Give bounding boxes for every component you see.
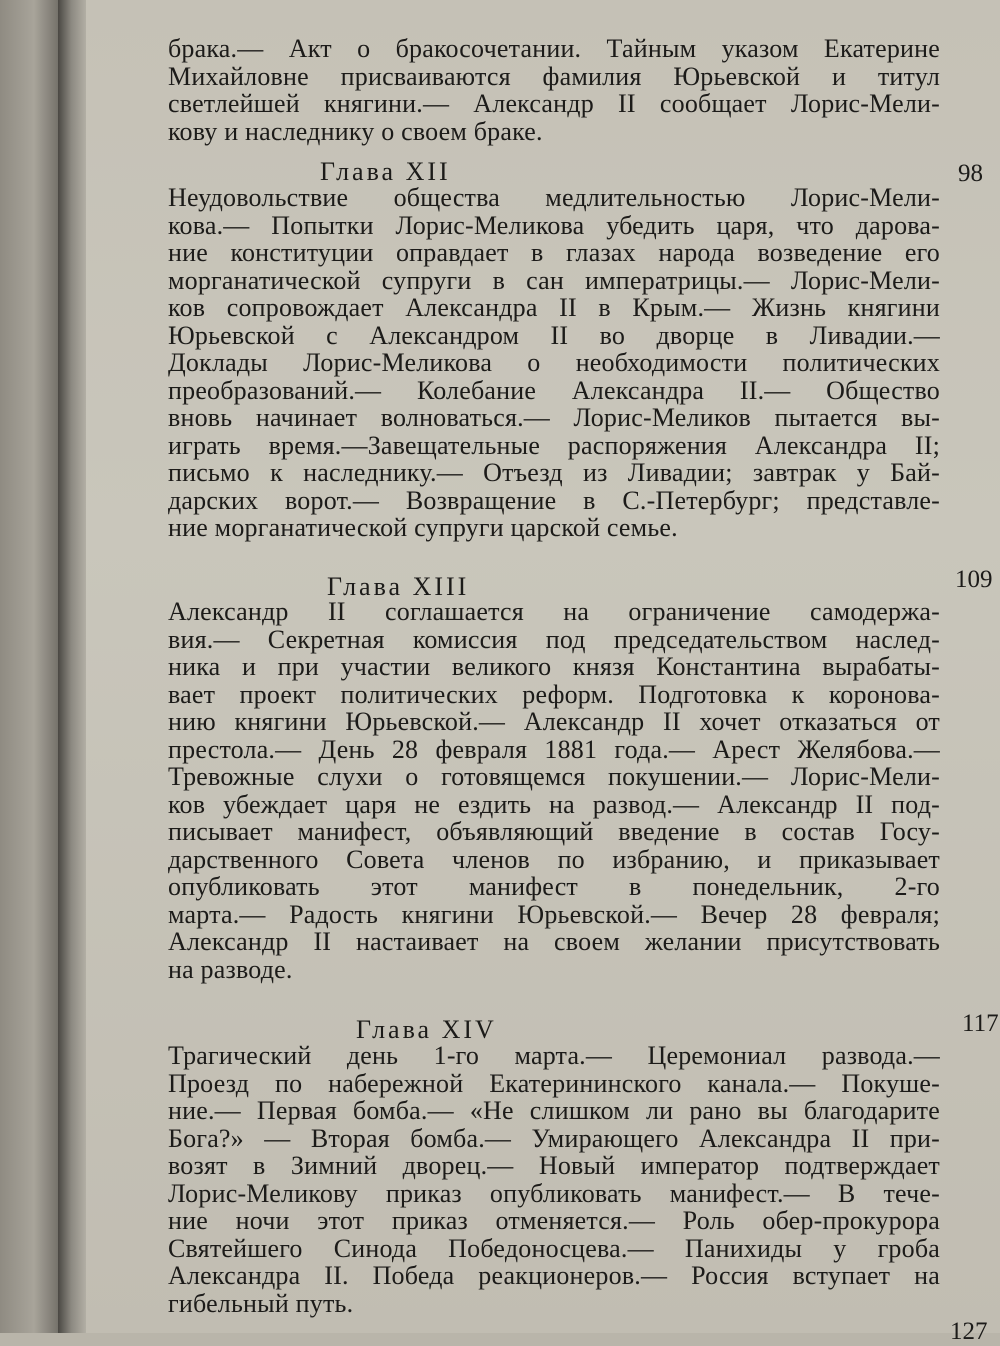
text-line: ков сопровождает Александра II в Крым.— Жизнь княгини bbox=[168, 293, 940, 322]
left-page-edge bbox=[0, 0, 62, 1333]
text-line: ние ночи этот приказ отменяется.— Роль обер-прокурора bbox=[168, 1206, 940, 1235]
chapter-page-number-14: 117 bbox=[962, 1010, 999, 1037]
text-line: Неудовольствие общества медлительностью Лорис-Мели- bbox=[168, 183, 940, 212]
chapter-14-summary bbox=[168, 1042, 940, 1317]
text-line: вает проект политических реформ. Подготовка к коронова- bbox=[168, 679, 940, 709]
chapter-heading-14: Глава XIV bbox=[356, 1015, 497, 1044]
chapter-12-summary bbox=[168, 184, 940, 542]
text-line: дарских ворот.— Возвращение в С.-Петербург; представле- bbox=[168, 485, 940, 515]
text-line: Лорис-Меликову приказ опубликовать манифест.— В тече- bbox=[168, 1178, 940, 1208]
text-line: на разводе. bbox=[168, 954, 293, 984]
text-line: Проезд по набережной Екатерининского канала.— Покуше- bbox=[168, 1068, 940, 1098]
text-line: престола.— День 28 февраля 1881 года.— Арест Желябова.— bbox=[168, 734, 940, 764]
text-line: ние морганатической супруги царской семье. bbox=[168, 513, 678, 542]
text-line: Трагический день 1-го марта.— Церемониал развода.— bbox=[168, 1041, 940, 1070]
text-line: играть время.—Завещательные распоряжения Александра II; bbox=[168, 430, 940, 460]
text-line: ника и при участии великого князя Константина вырабаты- bbox=[168, 652, 940, 681]
text-line: опубликовать этот манифест в понедельник, 2-го bbox=[168, 872, 940, 901]
text-line: вия.— Секретная комиссия под председательством наслед- bbox=[168, 624, 940, 654]
text-line: Тревожные слухи о готовящемся покушении.— Лорис-Мели- bbox=[168, 762, 940, 791]
text-line: кову и наследнику о своем браке. bbox=[168, 116, 543, 146]
chapter-heading-12: Глава XII bbox=[320, 157, 451, 186]
text-line: Юрьевской с Александром II во дворце в Ливадии.— bbox=[168, 320, 940, 350]
intro-paragraph bbox=[168, 35, 940, 145]
text-line: Александр II настаивает на своем желании присутствовать bbox=[168, 927, 940, 956]
text-line: возят в Зимний дворец.— Новый император подтверждает bbox=[168, 1151, 940, 1180]
text-line: светлейшей княгини.— Александр II сообщает Лорис-Мели- bbox=[168, 89, 940, 118]
text-line: Александр II соглашается на ограничение самодержа- bbox=[168, 597, 940, 626]
text-line: нию княгини Юрьевской.— Александр II хочет отказаться от bbox=[168, 707, 940, 736]
text-line: ние конституции оправдает в глазах народа возведение его bbox=[168, 238, 940, 267]
text-line: Бога?» — Вторая бомба.— Умирающего Александра II при- bbox=[168, 1123, 940, 1153]
text-line: брака.— Акт о бракосочетании. Тайным указом Екатерине bbox=[168, 34, 940, 63]
text-line: Михайловне присваиваются фамилия Юрьевской и титул bbox=[168, 61, 940, 91]
text-line: письмо к наследнику.— Отъезд из Ливадии; завтрак у Бай- bbox=[168, 458, 940, 487]
text-line: вновь начинает волноваться.— Лорис-Меликов пытается вы- bbox=[168, 403, 940, 432]
chapter-page-number-12: 98 bbox=[958, 160, 983, 187]
text-line: марта.— Радость княгини Юрьевской.— Вечер 28 февраля; bbox=[168, 899, 940, 929]
text-line: Святейшего Синода Победоносцева.— Панихиды у гроба bbox=[168, 1233, 940, 1263]
chapter-heading-13: Глава XIII bbox=[327, 572, 470, 601]
text-line: ние.— Первая бомба.— «Не слишком ли рано вы благодарите bbox=[168, 1096, 940, 1125]
text-line: морганатической супруги в сан императрицы.— Лорис-Мели- bbox=[168, 265, 940, 295]
text-line: гибельный путь. bbox=[168, 1288, 354, 1318]
text-line: ков убеждает царя не ездить на развод.— Александр II под- bbox=[168, 789, 940, 819]
chapter-page-number-13: 109 bbox=[955, 566, 993, 593]
text-line: Александра II. Победа реакционеров.— Россия вступает на bbox=[168, 1261, 940, 1290]
text-line: кова.— Попытки Лорис-Меликова убедить царя, что дарова- bbox=[168, 210, 940, 240]
text-line: дарственного Совета членов по избранию, и приказывает bbox=[168, 844, 940, 874]
footer-page-number: 127 bbox=[950, 1318, 988, 1345]
text-line: писывает манифест, объявляющий введение в состав Госу- bbox=[168, 817, 940, 846]
text-line: Доклады Лорис-Меликова о необходимости политических bbox=[168, 348, 940, 377]
chapter-13-summary bbox=[168, 598, 940, 983]
text-line: преобразований.— Колебание Александра II.— Общество bbox=[168, 375, 940, 405]
